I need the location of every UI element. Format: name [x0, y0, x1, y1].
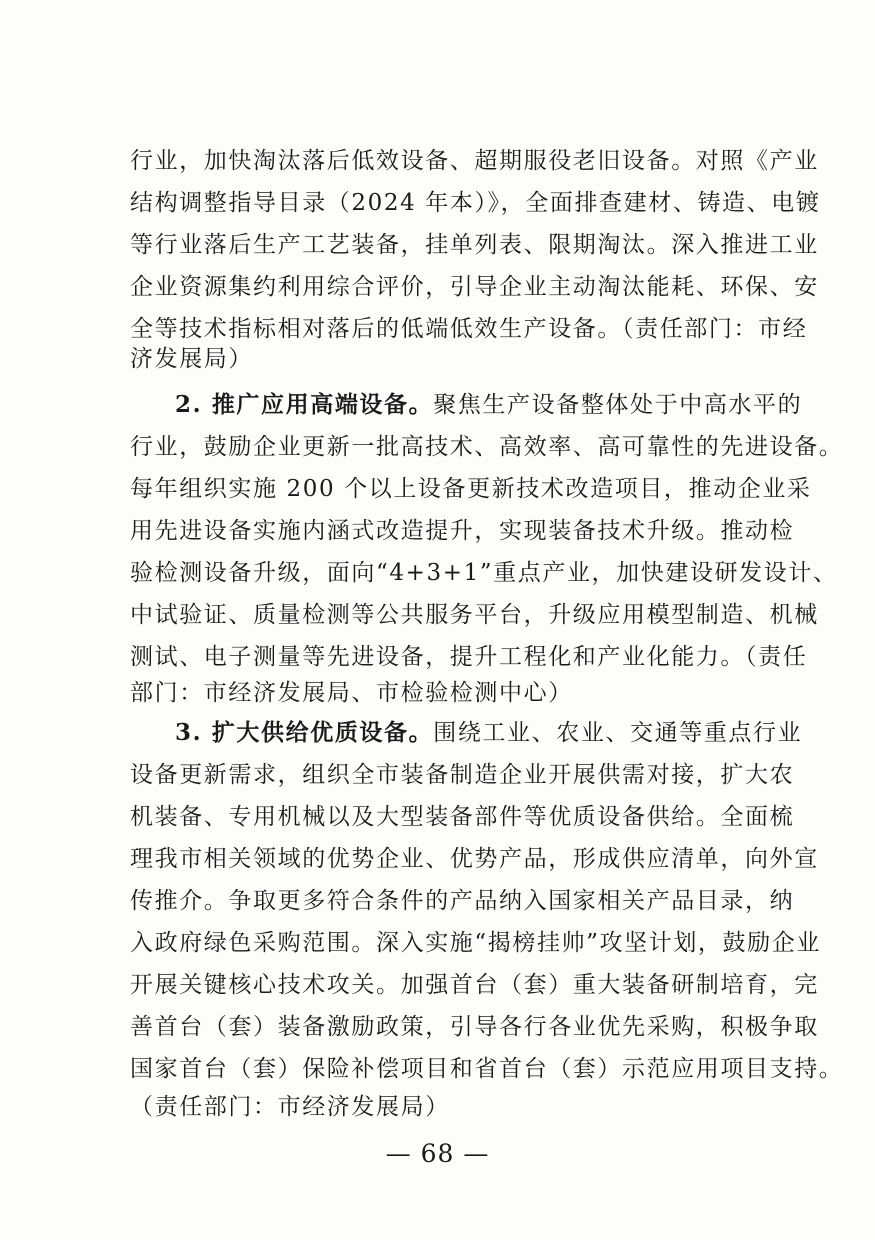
- paragraph-line: 结构调整指导目录（2024 年本）》，全面排查建材、铸造、电镀: [130, 190, 821, 216]
- paragraph-line: 部门：市经济发展局、市检验检测中心）: [130, 680, 573, 706]
- section-3-first-line: [175, 716, 803, 750]
- paragraph-line: 国家首台（套）保险补偿项目和省首台（套）示范应用项目支持。: [130, 1056, 844, 1082]
- section-3-heading: 3. 扩大供给优质设备。: [175, 719, 434, 746]
- paragraph-line: 等行业落后生产工艺装备，挂单列表、限期淘汰。深入推进工业: [130, 232, 819, 258]
- page-number: — 68 —: [385, 1139, 490, 1168]
- paragraph-line: 机装备、专用机械以及大型装备部件等优质设备供给。全面梳: [130, 804, 795, 830]
- paragraph-line: 中试验证、质量检测等公共服务平台，升级应用模型制造、机械: [130, 602, 819, 628]
- paragraph-text: 聚焦生产设备整体处于中高水平的: [433, 392, 803, 418]
- paragraph-line: 行业，加快淘汰落后低效设备、超期服役老旧设备。对照《产业: [130, 148, 819, 174]
- paragraph-text: 围绕工业、农业、交通等重点行业: [433, 720, 803, 746]
- paragraph-line: 企业资源集约利用综合评价，引导企业主动淘汰能耗、环保、安: [130, 274, 819, 300]
- paragraph-line: （责任部门：市经济发展局）: [130, 1094, 450, 1120]
- paragraph-line: 传推介。争取更多符合条件的产品纳入国家相关产品目录，纳: [130, 888, 795, 914]
- paragraph-line: 善首台（套）装备激励政策，引导各行各业优先采购，积极争取: [130, 1014, 819, 1040]
- section-2-heading: 2. 推广应用高端设备。: [175, 391, 434, 418]
- paragraph-line: 入政府绿色采购范围。深入实施“揭榜挂帅”攻坚计划，鼓励企业: [130, 930, 821, 956]
- paragraph-line: 行业，鼓励企业更新一批高技术、高效率、高可靠性的先进设备。: [130, 434, 844, 460]
- paragraph-line: 用先进设备实施内涵式改造提升，实现装备技术升级。推动检: [130, 518, 795, 544]
- paragraph-line: 理我市相关领域的优势企业、优势产品，形成供应清单，向外宣: [130, 846, 819, 872]
- paragraph-line: 济发展局）: [130, 346, 253, 372]
- paragraph-line: 设备更新需求，组织全市装备制造企业开展供需对接，扩大农: [130, 762, 795, 788]
- paragraph-line: 每年组织实施 200 个以上设备更新技术改造项目，推动企业采: [130, 476, 812, 502]
- paragraph-line: 全等技术指标相对落后的低端低效生产设备。（责任部门：市经: [130, 316, 808, 342]
- paragraph-line: 验检测设备升级，面向“4+3+1”重点产业，加快建设研发设计、: [130, 560, 838, 586]
- paragraph-line: 开展关键核心技术攻关。加强首台（套）重大装备研制培育，完: [130, 972, 819, 998]
- section-2-first-line: [175, 388, 803, 422]
- paragraph-line: 测试、电子测量等先进设备，提升工程化和产业化能力。（责任: [130, 644, 808, 670]
